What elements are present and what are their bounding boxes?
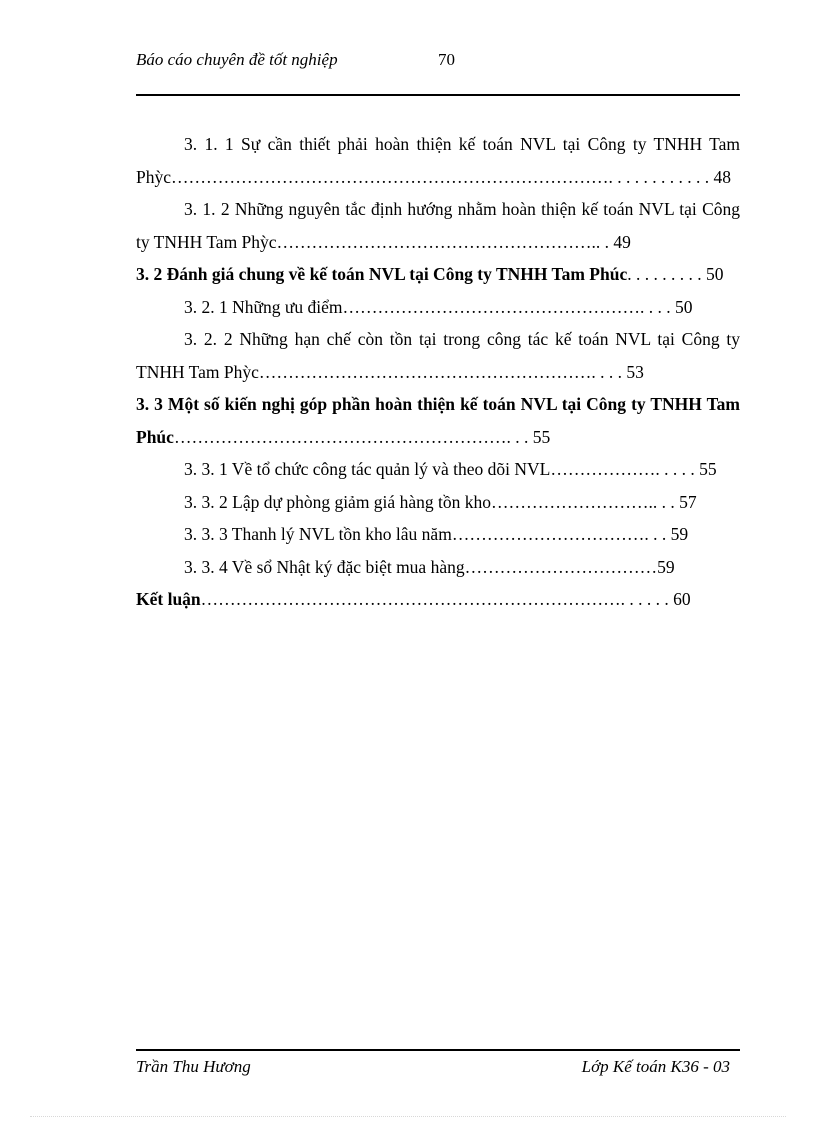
page-footer — [136, 1049, 740, 1091]
toc-entry-title: 3. 1. 2 Những nguyên tắc định hướng nhằm hoàn thiện kế toán NVL tại — [184, 199, 697, 219]
toc-entry[interactable] — [136, 323, 740, 388]
toc-entry-title: 3. 2. 1 Những ưu điểm — [184, 296, 343, 317]
toc-entry[interactable] — [136, 193, 740, 258]
toc-section-title: 3. 2 Đánh giá chung về kế toán NVL tại Công ty TNHH Tam Phúc — [136, 264, 628, 284]
toc-entry-leader: ……………………….. . . 57 — [490, 491, 697, 512]
toc-entry-leader: …………………………………………………. . . 55 — [173, 426, 551, 447]
page-header — [136, 46, 740, 96]
toc-entry-leader: ………………. . . . . 55 — [550, 459, 717, 479]
table-of-contents — [136, 128, 740, 616]
toc-entry-leader: ………………………………………………………………. . . . . . 60 — [200, 589, 691, 609]
header-title: Báo cáo chuyên đề tốt nghiệp — [136, 50, 338, 69]
toc-entry-leader: ty TNHH Tam Phỳc…………………………………………………. . . . 53 — [136, 329, 740, 382]
toc-entry-title: 3. 3. 3 Thanh lý NVL tồn kho lâu năm — [184, 524, 452, 544]
toc-entry[interactable] — [136, 551, 740, 584]
toc-entry-title: 3. 1. 1 Sự cần thiết phải hoàn thiện kế toán NVL tại Công ty TNHH — [184, 134, 703, 154]
toc-section[interactable] — [136, 583, 740, 616]
toc-entry-title: 3. 3. 1 Về tổ chức công tác quản lý và theo dõi NVL — [184, 459, 551, 479]
footer-class: Lớp Kế toán K36 - 03 — [581, 1057, 730, 1076]
toc-entry-leader: hàng……………………………59 — [426, 556, 675, 577]
toc-entry[interactable] — [136, 128, 740, 193]
toc-entry-title: 3. 3. 4 Về sổ Nhật ký đặc biệt mua — [184, 556, 427, 577]
toc-entry-title: 3. 2. 2 Những hạn chế còn tồn tại trong công tác kế toán NVL tại Công — [184, 329, 720, 349]
toc-entry-leader: . . . . . . . . . 50 — [627, 264, 724, 284]
toc-entry[interactable] — [136, 518, 740, 551]
toc-entry[interactable] — [136, 453, 740, 486]
toc-entry-leader: Công ty TNHH Tam Phỳc……………………………………………….. . 49 — [136, 199, 740, 252]
toc-entry-leader: ……………………………………………. . . . 50 — [342, 296, 693, 317]
page-number: 70 — [438, 50, 455, 69]
toc-entry-title: 3. 3. 2 Lập dự phòng giảm giá hàng tồn kho — [184, 491, 491, 512]
toc-entry[interactable] — [136, 291, 740, 324]
toc-section-title: Kết luận — [136, 589, 201, 609]
page-edge-divider — [30, 1116, 786, 1117]
toc-entry-leader: Tam Phỳc…………………………………………………………………. . . . . . . . . . . . 48 — [136, 134, 740, 187]
toc-entry-leader: ……………………………. . . 59 — [451, 524, 689, 544]
toc-section-title: 3. 3 Một số kiến nghị góp phần hoàn thiện kế toán NVL tại Công ty TNHH Tam Phúc — [136, 394, 740, 447]
toc-section[interactable] — [136, 258, 740, 291]
toc-entry[interactable] — [136, 486, 740, 519]
toc-section[interactable] — [136, 388, 740, 453]
footer-author: Trần Thu Hương — [136, 1057, 251, 1076]
